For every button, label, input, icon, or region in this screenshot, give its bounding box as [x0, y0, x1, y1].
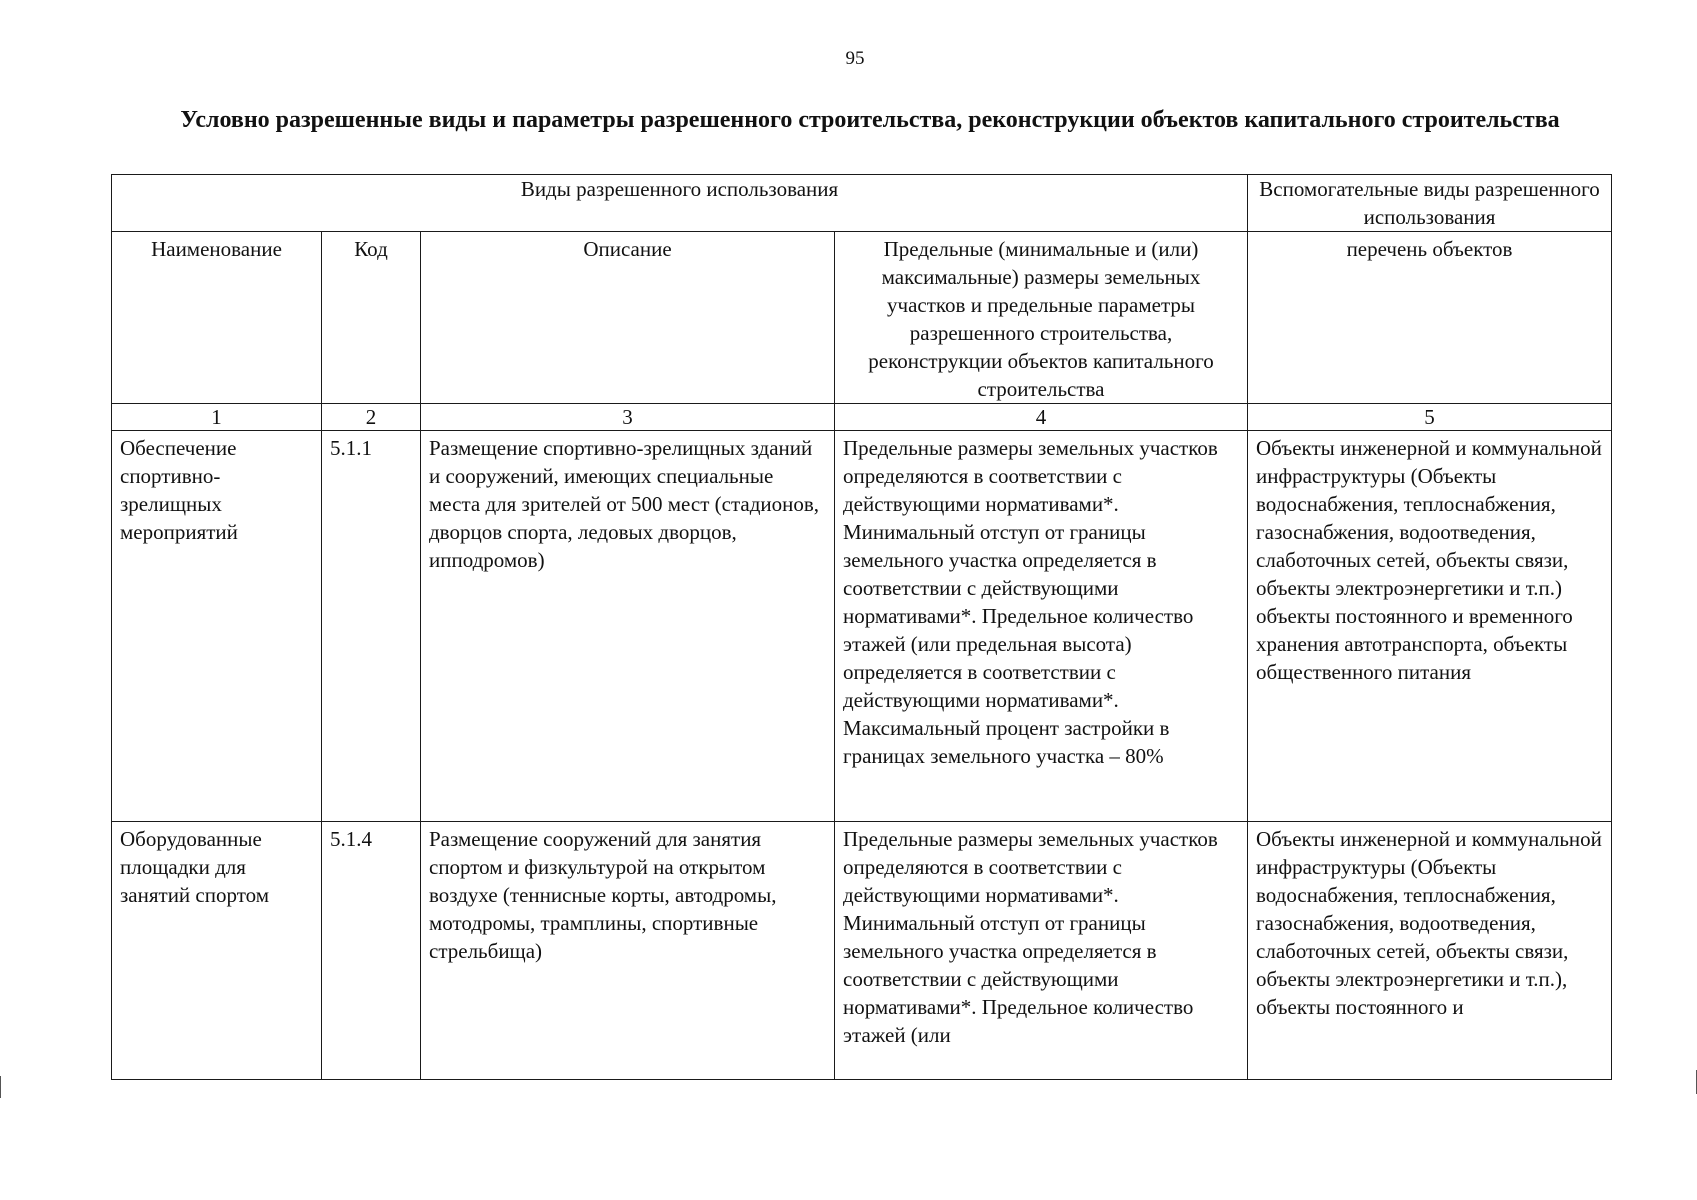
- column-header-limits: Предельные (минимальные и (или) максимальные) размеры земельных участков и предельные параметры разрешенного строительства, реконструкции объектов капитального строительства: [835, 232, 1248, 404]
- permitted-use-table: [111, 174, 1612, 1080]
- column-number: 5: [1248, 404, 1612, 431]
- group-header-aux: Вспомогательные виды разрешенного использования: [1248, 175, 1612, 232]
- table-column-header-row: [112, 232, 1612, 404]
- column-header-name: Наименование: [112, 232, 322, 404]
- group-header-main: Виды разрешенного использования: [112, 175, 1248, 232]
- column-number: 1: [112, 404, 322, 431]
- table-row: [112, 822, 1612, 1080]
- column-number-row: [112, 404, 1612, 431]
- scan-edge-mark-right: [1690, 1070, 1697, 1094]
- row-description-text: Размещение сооружений для занятия спортом и физкультурой на открытом воздухе (теннисные корты, автодромы, мотодромы, трамплины, спортивные стрельбища): [429, 827, 777, 963]
- row-description: Размещение спортивно-зрелищных зданий и сооружений, имеющих специальные места для зрителей от 500 мест (стадионов, дворцов спорта, ледовых дворцов, ипподромов): [421, 431, 835, 822]
- row-name: [112, 822, 322, 1080]
- scan-edge-mark-left: [0, 1076, 7, 1098]
- row-description: [421, 822, 835, 1080]
- column-number: 4: [835, 404, 1248, 431]
- row-code: [322, 822, 421, 1080]
- column-number: 3: [421, 404, 835, 431]
- row-code-text: 5.1.4: [330, 827, 372, 851]
- row-limits: [835, 822, 1248, 1080]
- column-number: 2: [322, 404, 421, 431]
- row-limits: Предельные размеры земельных участков определяются в соответствии с действующими нормативами*. Минимальный отступ от границы земельного участка определяется в соответствии с действующими нормативами*. Предельное количество этажей (или предельная высота) определяется в соответствии с действующими нормативами*. Максимальный процент застройки в границах земельного участка – 80%: [835, 431, 1248, 822]
- document-title: Условно разрешенные виды и параметры разрешенного строительства, реконструкции объектов капитального строительства: [180, 107, 1560, 133]
- row-code: 5.1.1: [322, 431, 421, 822]
- table-group-header-row: [112, 175, 1612, 232]
- row-limits-text: Предельные размеры земельных участков определяются в соответствии с действующими нормативами*. Минимальный отступ от границы земельного участка определяется в соответствии с действующими нормативами*. Предельное количество этажей (или: [843, 827, 1218, 1047]
- column-header-code: Код: [322, 232, 421, 404]
- row-objects: Объекты инженерной и коммунальной инфраструктуры (Объекты водоснабжения, теплоснабжения, газоснабжения, водоотведения, слаботочных сетей, объекты связи, объекты электроэнергетики и т.п.) объекты постоянного и временного хранения автотранспорта, объекты общественного питания: [1248, 431, 1612, 822]
- row-objects: [1248, 822, 1612, 1080]
- column-header-objects: перечень объектов: [1248, 232, 1612, 404]
- column-header-description: Описание: [421, 232, 835, 404]
- page-number: 95: [845, 48, 865, 69]
- row-name-text: Оборудованные площадки для занятий спортом: [120, 827, 269, 907]
- row-objects-text: Объекты инженерной и коммунальной инфраструктуры (Объекты водоснабжения, теплоснабжения, газоснабжения, водоотведения, слаботочных сетей, объекты связи, объекты электроэнергетики и т.п.), объекты постоянного и: [1256, 827, 1602, 1019]
- row-name: Обеспечение спортивно-зрелищных мероприятий: [112, 431, 322, 822]
- table-row: [112, 431, 1612, 822]
